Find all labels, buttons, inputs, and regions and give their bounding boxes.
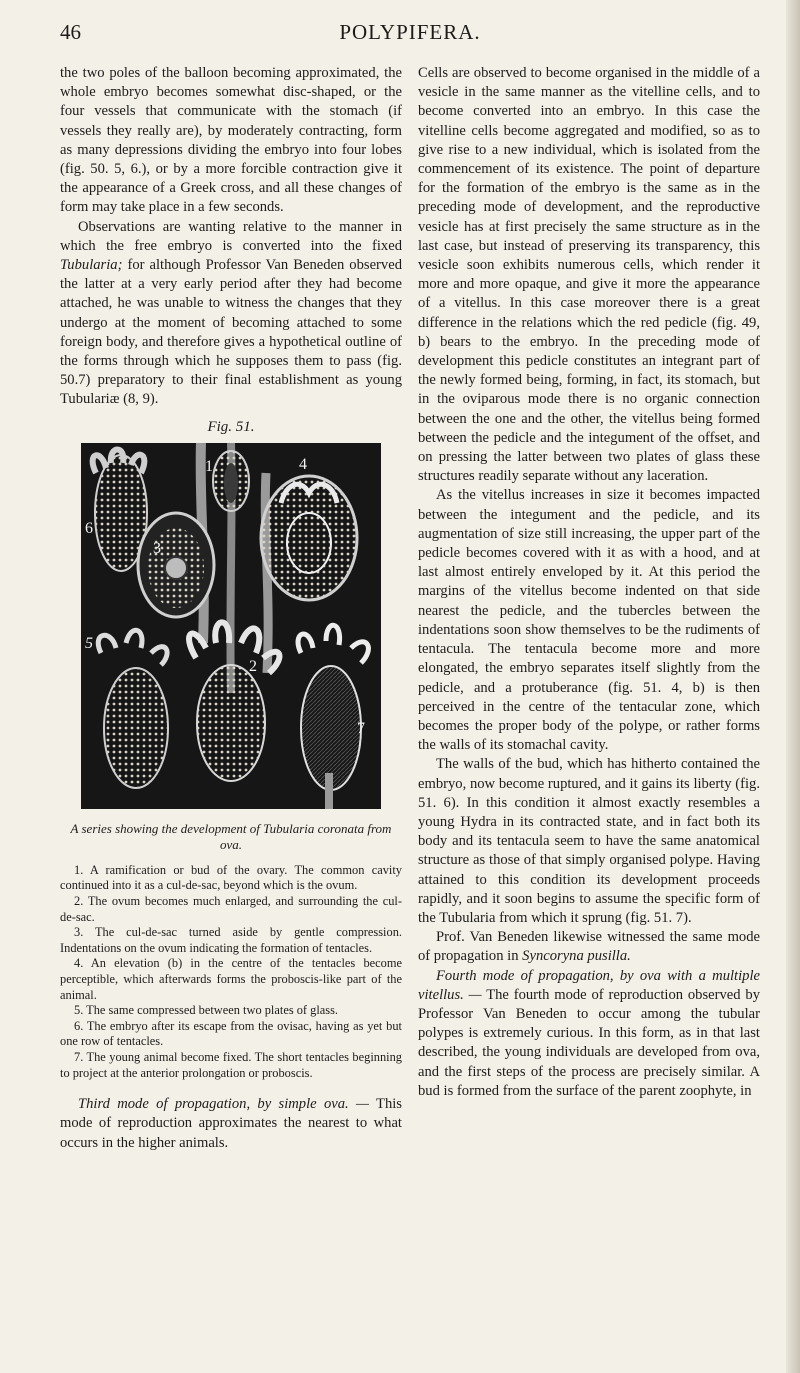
figure-number-1: 1 bbox=[205, 457, 213, 475]
page-number: 46 bbox=[60, 20, 81, 44]
paragraph: Cells are observed to become organised in the middle of a vesicle in the same manner as the vitelline cells, and to become converted into an embryo. In this case the vitelline cells become aggregated and modified, so as to give rise to a new individual, which is isolated from the commencement of its existence. The point of departure for the formation of the embryo is the same as in the preceding mode of development, and the reproductive vesicle has at first precisely the same structure as in the last case, but instead of preserving its transparency, this vesicle soon exhibits numerous cells, which render it more and more opaque, and give it more the appearance of a vitellus. In this case moreover there is a great difference in the relations which the red pedicle (fig. 49, b) bears to the embryo. In the preceding mode of development this pedicle constitutes an integrant part of the newly formed being, forming, in fact, its stomach, but in the oviparous mode there is no organic connection between the one and the other, the vitellus being formed between the pedicle and the integument of the offset, and on pressing the latter between two plates of glass these structures readily separate without any laceration. bbox=[418, 65, 760, 485]
figure-caption: A series showing the development of Tubularia coronata from ova. bbox=[70, 820, 392, 852]
section-heading: Third mode of propagation, by simple ova. — bbox=[78, 1096, 369, 1113]
legend-item: 1. A ramification or bud of the ovary. The common cavity continued into it as a cul-de-sac, beyond which is the ovum. bbox=[60, 862, 402, 893]
right-column bbox=[418, 64, 760, 1101]
figure-illustration bbox=[81, 443, 381, 809]
figure-number-2: 2 bbox=[249, 657, 257, 675]
paragraph: Observations are wanting relative to the manner in which the free embryo is converted into the fixed Tubularia; for although Professor Van Beneden observed the latter at a very early period after they had become attached, he was unable to witness the changes that they undergo at the moment of becoming attached to some foreign body, and therefore gives a hypothetical outline of the forms through which he supposes them to pass (fig. 50.7) preparatory to their final establishment as young Tubulariæ (8, 9). bbox=[60, 218, 402, 408]
paragraph: Fourth mode of propagation, by ova with a multiple vitellus. — The fourth mode of reproduction observed by Professor Van Beneden to occur among the tubular polypes is extremely curious. In this form, as in that last described, the young individuals are developed from ova, and the first steps of the process are precisely similar. A bud is formed from the surface of the parent zoophyte, in bbox=[418, 967, 760, 1099]
left-column bbox=[60, 64, 402, 1153]
running-title: POLYPIFERA. bbox=[339, 20, 481, 44]
polyp-4 bbox=[261, 476, 357, 600]
legend-item: 4. An elevation (b) in the centre of the tentacles become perceptible, which afterwards forms the proboscis-like part of the animal. bbox=[60, 956, 402, 1002]
legend-item: 5. The same compressed between two plates of glass. bbox=[74, 1003, 339, 1018]
paragraph: Prof. Van Beneden likewise witnessed the same mode of propagation in Syncoryna pusilla. bbox=[418, 929, 760, 965]
figure-number-6: 6 bbox=[85, 519, 93, 537]
figure-number-5: 5 bbox=[85, 634, 93, 652]
figure-number-3: 3 bbox=[153, 539, 161, 557]
legend-item: 3. The cul-de-sac turned aside by gentle compression. Indentations on the ovum indicating the formation of tentacles. bbox=[60, 925, 402, 955]
polyp-3 bbox=[138, 513, 214, 617]
polyp-1 bbox=[213, 451, 249, 511]
section-heading: Fourth mode of propagation, by ova with a multiple vitellus. — bbox=[418, 967, 760, 1003]
tubularia-engraving bbox=[81, 443, 381, 809]
legend-item: 2. The ovum becomes much enlarged, and surrounding the cul-de-sac. bbox=[60, 894, 402, 924]
legend-item: 6. The embryo after its escape from the ovisac, having as yet but one row of tentacles. bbox=[60, 1018, 402, 1049]
paragraph: the two poles of the balloon becoming approximated, the whole embryo becomes somewhat disc-shaped, or the four vessels that communicate with the stomach (if vessels they really are), by moderately contracting, form as many depressions dividing the embryo into four lobes (fig. 50. 5, 6.), or by a more forcible contraction give it the appearance of a Greek cross, and all these changes of form may take place in a few seconds. bbox=[60, 65, 402, 216]
figure-label: Fig. 51. bbox=[207, 418, 255, 435]
paragraph: The walls of the bud, which has hitherto contained the embryo, now become ruptured, and it gains its liberty (fig. 51. 6). In this condition it almost exactly resembles a young Hydra in its contracted state, and in fact both its body and its tentacula seem to have the same anatomical structure as those of that simply organised polype. Having attained to this condition its development proceeds rapidly, and it soon begins to assume the specific form of the Tubularia from which it sprung (fig. 51. 7). bbox=[418, 756, 760, 926]
figure-number-7: 7 bbox=[357, 719, 365, 737]
page-edge-shadow bbox=[786, 0, 800, 1373]
paragraph: Third mode of propagation, by simple ova. — This mode of reproduction approximates the nearest to what occurs in the higher animals. bbox=[60, 1096, 402, 1151]
paragraph: As the vitellus increases in size it becomes impacted between the integument and the pedicle, and its augmentation of size still increasing, the upper part of the pedicle becomes covered with it as with a hood, and at last almost entirely enveloped by it. At this period the margins of the vitellus become indented on that side nearest the pedicle, and the tubercles between the indentations soon show themselves to be the rudiments of tentacula. The tentacula become more and more elongated, the embryo separates itself slightly from the pedicle, and a protuberance (fig. 51. 4, b) is then perceived in the centre of the tentacular zone, which becomes the proper body of the polype, or rather forms the walls of its stomachal cavity. bbox=[418, 487, 760, 754]
legend-item: 7. The young animal become fixed. The short tentacles beginning to project at the anterior prolongation or proboscis. bbox=[60, 1049, 402, 1080]
figure-number-4: 4 bbox=[299, 455, 307, 473]
page-header bbox=[60, 20, 760, 50]
